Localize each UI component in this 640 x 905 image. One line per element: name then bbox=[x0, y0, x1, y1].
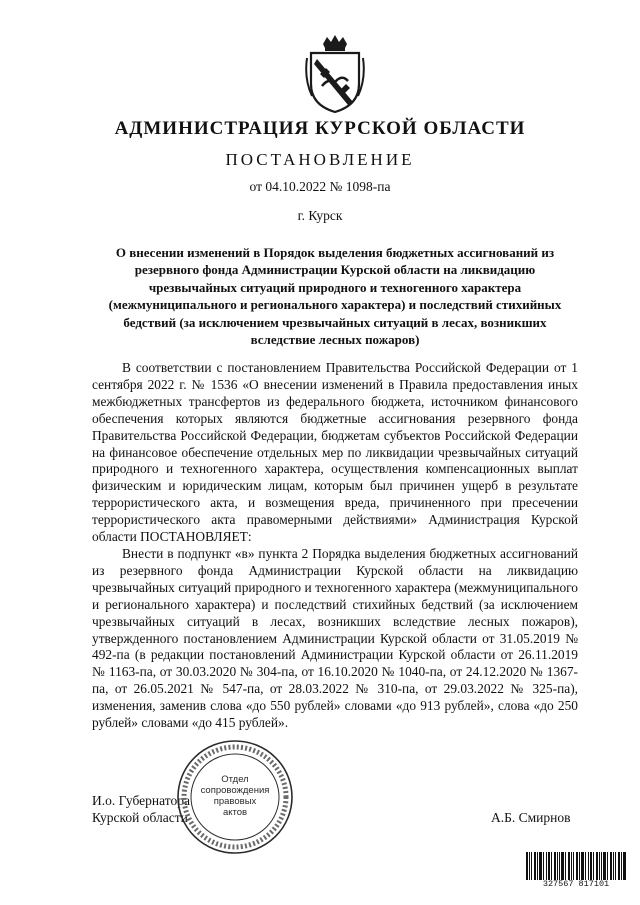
signatory-name: А.Б. Смирнов bbox=[491, 810, 571, 825]
signatory-position-line: Курской области bbox=[92, 809, 188, 825]
stamp-line: сопровождения bbox=[200, 785, 270, 796]
coat-of-arms-icon bbox=[304, 34, 366, 114]
barcode-number: 327567 817101 bbox=[542, 879, 610, 889]
document-date-number: от 04.10.2022 № 1098-па bbox=[249, 179, 391, 194]
document-city: г. Курск bbox=[297, 208, 343, 223]
stamp-line: актов bbox=[222, 807, 248, 818]
stamp-line: правовых bbox=[213, 796, 257, 807]
document-body bbox=[92, 360, 578, 732]
stamp-line: Отдел bbox=[221, 774, 249, 785]
organization-title: АДМИНИСТРАЦИЯ КУРСКОЙ ОБЛАСТИ bbox=[114, 118, 526, 139]
signatory-position-line: И.о. Губернатора bbox=[92, 793, 191, 808]
body-paragraph: В соответствии с постановлением Правительства Российской Федерации от 1 сентября 2022 г. № 1536 «О внесении изменений в Правила предоставления иных межбюджетных трансфертов из федерального бюджета, источником финансового обеспечения которых являются бюджетные ассигнования резервного фонда Правительства Российской Федерации, бюджетам субъектов Российской Федерации на финансовое обеспечение отдельных мер по ликвидации чрезвычайных ситуаций природного и техногенного характера, осуществления компенсационных выплат физическим и юридическим лицам, которым был причинен ущерб в результате террористического акта, и возмещения вреда, причиненного при пресечении террористического акта правомерными действиями» Администрация Курской области ПОСТАНОВЛЯЕТ: bbox=[92, 360, 578, 545]
stamp-text bbox=[190, 774, 280, 818]
document-type: ПОСТАНОВЛЕНИЕ bbox=[225, 150, 415, 169]
barcode-icon bbox=[526, 852, 626, 880]
body-paragraph: Внести в подпункт «в» пункта 2 Порядка выделения бюджетных ассигнований из резервного фонда Администрации Курской области на ликвидацию чрезвычайных ситуаций природного и техногенного характера (межмуниципального и регионального характера) и последствий стихийных бедствий (за исключением чрезвычайных ситуаций в лесах, возникших вследствие лесных пожаров), утвержденного постановлением Администрации Курской области от 31.05.2019 № 492-па (в редакции постановлений Администрации Курской области от 26.11.2019 № 1163-па, от 30.03.2020 № 304-па, от 16.10.2020 № 1040-па, от 24.12.2020 № 1367-па, от 26.05.2021 № 547-па, от 28.03.2022 № 310-па, от 29.03.2022 № 325-па), изменения, заменив слова «до 550 рублей» словами «до 913 рублей», слова «до 250 рублей» словами «до 415 рублей». bbox=[92, 545, 578, 731]
document-subject: О внесении изменений в Порядок выделения бюджетных ассигнований из резервного фонда Администрации Курской области на ликвидацию чрезвычайных ситуаций природного и техногенного характера (межмуниципального и регионального характера) и последствий стихийных бедствий (за исключением чрезвычайных ситуаций в лесах, возникших вследствие лесных пожаров) bbox=[108, 245, 562, 348]
